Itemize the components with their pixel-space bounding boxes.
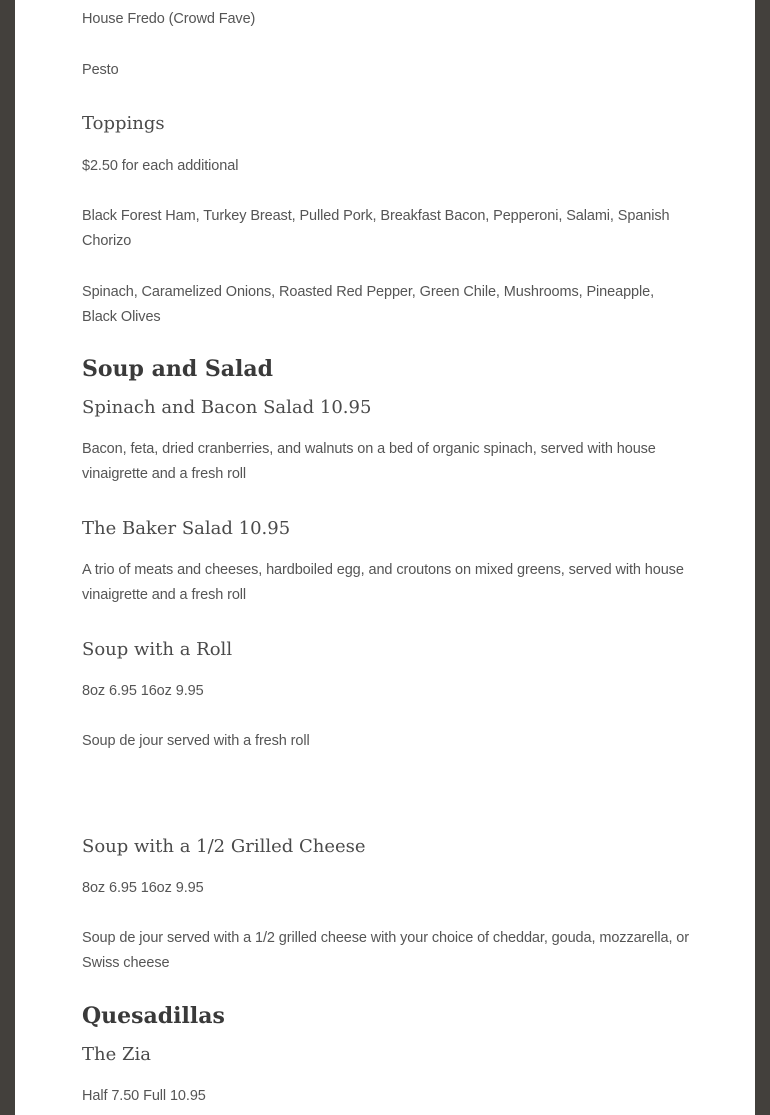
soup-grilled-cheese-description: Soup de jour served with a 1/2 grilled cheese with your choice of cheddar, gouda, mozzarella, or Swiss cheese xyxy=(82,930,690,971)
soup-roll-description: Soup de jour served with a fresh roll xyxy=(82,733,310,749)
spinach-bacon-salad-description: Bacon, feta, dried cranberries, and walnuts on a bed of organic spinach, served with house vinaigrette and a fresh roll xyxy=(82,441,656,482)
soup-salad-section-heading: Soup and Salad xyxy=(82,356,274,382)
soup-grilled-cheese-title: Soup with a 1/2 Grilled Cheese xyxy=(82,836,366,857)
spinach-bacon-salad-title: Spinach and Bacon Salad 10.95 xyxy=(82,397,372,418)
baker-salad-title: The Baker Salad 10.95 xyxy=(82,518,291,539)
toppings-veggies: Spinach, Caramelized Onions, Roasted Red Pepper, Green Chile, Mushrooms, Pineapple, Black Olives xyxy=(82,284,655,325)
baker-salad-description: A trio of meats and cheeses, hardboiled egg, and croutons on mixed greens, served with house vinaigrette and a fresh roll xyxy=(82,562,684,603)
sauce-item-pesto: Pesto xyxy=(82,62,119,78)
soup-grilled-cheese-price: 8oz 6.95 16oz 9.95 xyxy=(82,880,204,896)
soup-roll-title: Soup with a Roll xyxy=(82,639,233,660)
toppings-price-note: $2.50 for each additional xyxy=(82,158,239,174)
toppings-heading: Toppings xyxy=(82,113,165,134)
menu-page xyxy=(15,0,755,1115)
zia-quesadilla-title: The Zia xyxy=(82,1044,151,1065)
toppings-meats: Black Forest Ham, Turkey Breast, Pulled Pork, Breakfast Bacon, Pepperoni, Salami, Spanish Chorizo xyxy=(82,208,670,249)
quesadillas-section-heading: Quesadillas xyxy=(82,1003,225,1029)
sauce-item-house-fredo: House Fredo (Crowd Fave) xyxy=(82,11,256,27)
soup-roll-price: 8oz 6.95 16oz 9.95 xyxy=(82,683,204,699)
zia-quesadilla-price: Half 7.50 Full 10.95 xyxy=(82,1088,206,1104)
